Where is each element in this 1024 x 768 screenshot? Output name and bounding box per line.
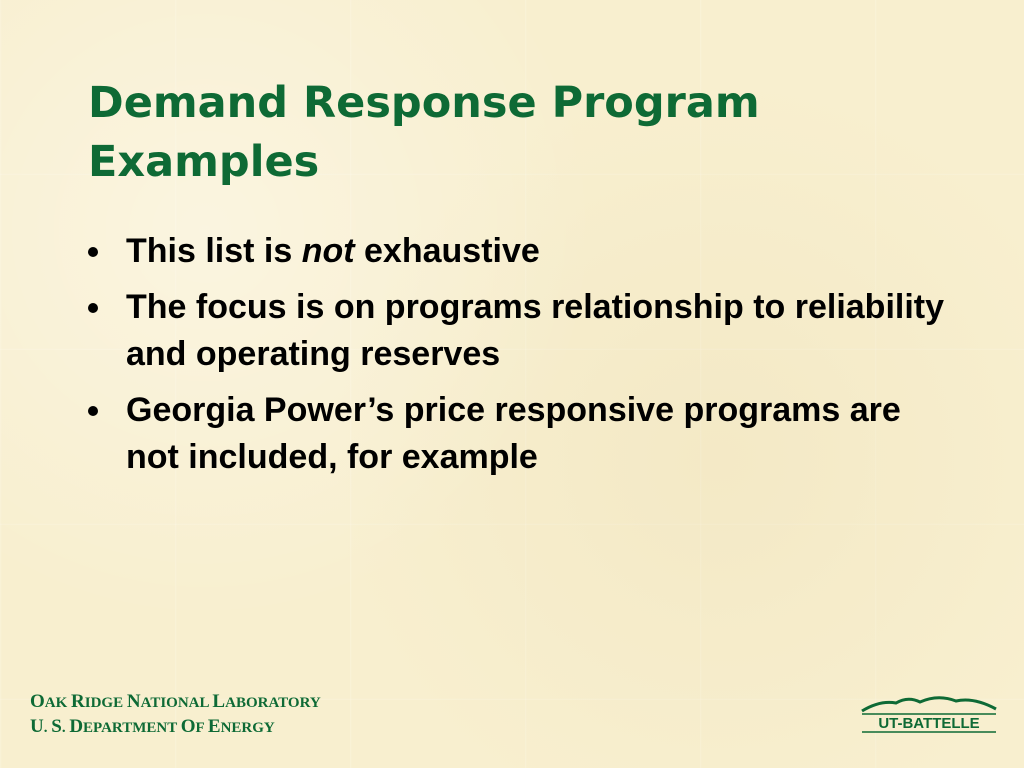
bullet-list xyxy=(86,228,946,490)
bullet-item xyxy=(86,284,946,378)
slide-title xyxy=(88,74,948,192)
bullet-text-before: This list is xyxy=(126,232,302,270)
bullet-dot-icon xyxy=(88,406,98,416)
footer-organization xyxy=(30,690,321,740)
bullet-item xyxy=(86,387,946,481)
bullet-dot-icon xyxy=(88,247,98,257)
bullet-dot-icon xyxy=(88,303,98,313)
bullet-text: Georgia Power’s price responsive programs are not included, for example xyxy=(126,391,901,476)
ut-battelle-logo xyxy=(858,692,1000,736)
bullet-text: The focus is on programs relationship to reliability and operating reserves xyxy=(126,288,945,373)
bullet-text-emphasis: not xyxy=(301,232,355,270)
logo-text: UT-BATTELLE xyxy=(878,715,980,732)
org-line-2: U. S. DEPARTMENT OF ENERGY xyxy=(30,716,275,737)
bullet-text-after: exhaustive xyxy=(354,232,540,270)
title-line-2: Examples xyxy=(88,137,320,187)
org-line-1: OAK RIDGE NATIONAL LABORATORY xyxy=(30,691,321,712)
bullet-item xyxy=(86,228,946,275)
title-line-1: Demand Response Program xyxy=(88,78,760,128)
